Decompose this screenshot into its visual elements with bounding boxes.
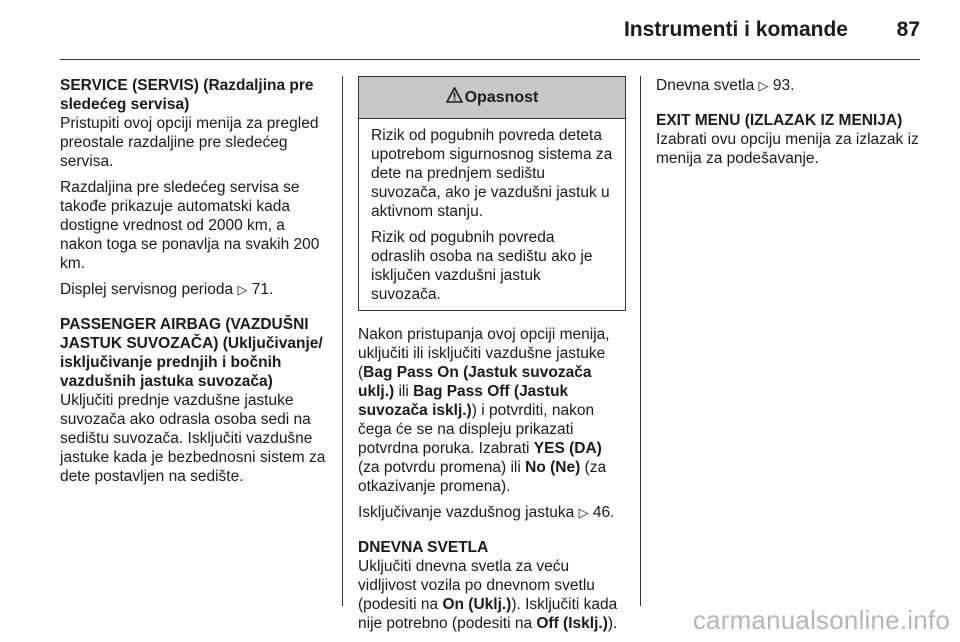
service-paragraph-1: Pristupiti ovoj opciji menija za pregled preostale razdaljine pre sledećeg servisa. [60,115,319,170]
warning-box [358,76,626,311]
page-header [60,18,920,48]
yes-label: YES (DA) [533,440,602,457]
service-paragraph-3 [60,280,328,299]
warning-paragraph-2: Rizik od pogubnih povreda odraslih osoba na sedištu ako je isključen vazdušni jastuk suvozača. [371,229,593,303]
exit-menu-heading: EXIT MENU (IZLAZAK IZ MENIJA) [656,112,903,129]
warning-body [359,119,625,310]
warning-header [359,77,625,119]
column-1 [60,76,328,493]
arrow-ref-icon: ▷ [758,78,769,93]
arrow-ref-icon: ▷ [237,282,248,297]
airbag-paragraph-1: Uključiti prednje vazdušne jastuke suvozača ako odrasla osoba sedi na sedištu suvozača. Isključiti vazdušne jastuke kada je bezbednosni sistem za dete postavljen na sedište. [60,392,326,485]
on-label: On (Uklj.) [442,596,512,613]
service-ref-page[interactable]: 71. [251,281,274,298]
dnevna-text-a: Uključiti dnevna svetla za veću vidljivost vozila po dnevnom svetlu (podesiti na [358,558,595,613]
warning-title: Opasnost [464,89,539,106]
service-paragraph-2: Razdaljina pre sledećeg servisa se takođe prikazuje automatski kada dostigne vrednost od 2000 km, a nakon toga se ponavlja na svakih 200 km. [60,179,320,272]
airbag-menu-text-a: Nakon pristupanja ovoj opciji menija, uključiti ili isključiti vazdušne jastuke ( [358,326,610,381]
airbag-menu-text-e: ) i potvrditi, nakon čega će se na displeju prikazati potvrdna poruka. Izabrati [358,402,595,457]
airbag-menu-text-i: (za otkazivanje promena). [358,459,607,495]
bag-pass-off-label: Bag Pass Off (Jastuk suvozača isklj.) [358,383,569,419]
airbag-menu-text-g: (za potvrdu promena) ili [358,459,526,476]
dnevna-paragraph [358,557,626,633]
warning-triangle-icon [446,87,463,108]
no-label: No (Ne) [525,459,581,476]
airbag-ref-text: Isključivanje vazdušnog jastuka [358,504,575,521]
off-label: Off (Isklj.) [536,615,608,632]
airbag-ref-paragraph [358,503,626,522]
warning-paragraph-1: Rizik od pogubnih povreda deteta upotrebom sigurnosnog sistema za dete na prednjem sedištu suvozača, ako je vazdušni jastuk u aktivnom stanju. [371,127,613,220]
airbag-menu-text-c: ili [394,383,414,400]
column-3 [656,76,924,175]
dnevna-text-e: ). [607,615,618,632]
airbag-heading: PASSENGER AIRBAG (VAZDUŠNI JASTUK SUVOZAČA) (Uključivanje/ isključivanje prednjih i bočnih vazdušnih jastuka suvozača) [60,316,323,390]
service-ref-text: Displej servisnog perioda [60,281,234,298]
column-divider-2 [640,76,641,606]
exit-menu-paragraph: Izabrati ovu opciju menija za izlazak iz menija za podešavanje. [656,131,919,167]
bag-pass-on-label: Bag Pass On (Jastuk suvozača uklj.) [358,364,592,400]
dnevna-ref-page[interactable]: 93. [772,77,795,94]
airbag-ref-page[interactable]: 46. [592,504,615,521]
column-2 [358,76,626,640]
dnevna-ref-paragraph [656,76,924,95]
service-heading: SERVICE (SERVIS) (Razdaljina pre sledećeg servisa) [60,77,314,113]
page-number: 87 [896,18,920,41]
header-divider [60,59,920,60]
watermark: carmanualsonline.info [692,605,950,635]
dnevna-heading: DNEVNA SVETLA [358,539,489,556]
dnevna-ref-text: Dnevna svetla [656,77,755,94]
column-divider-1 [342,76,343,606]
dnevna-text-c: ). Isključiti kada nije potrebno (podesiti na [358,596,618,632]
airbag-menu-paragraph [358,325,626,496]
arrow-ref-icon: ▷ [578,505,589,520]
page-title: Instrumenti i komande [623,18,848,41]
